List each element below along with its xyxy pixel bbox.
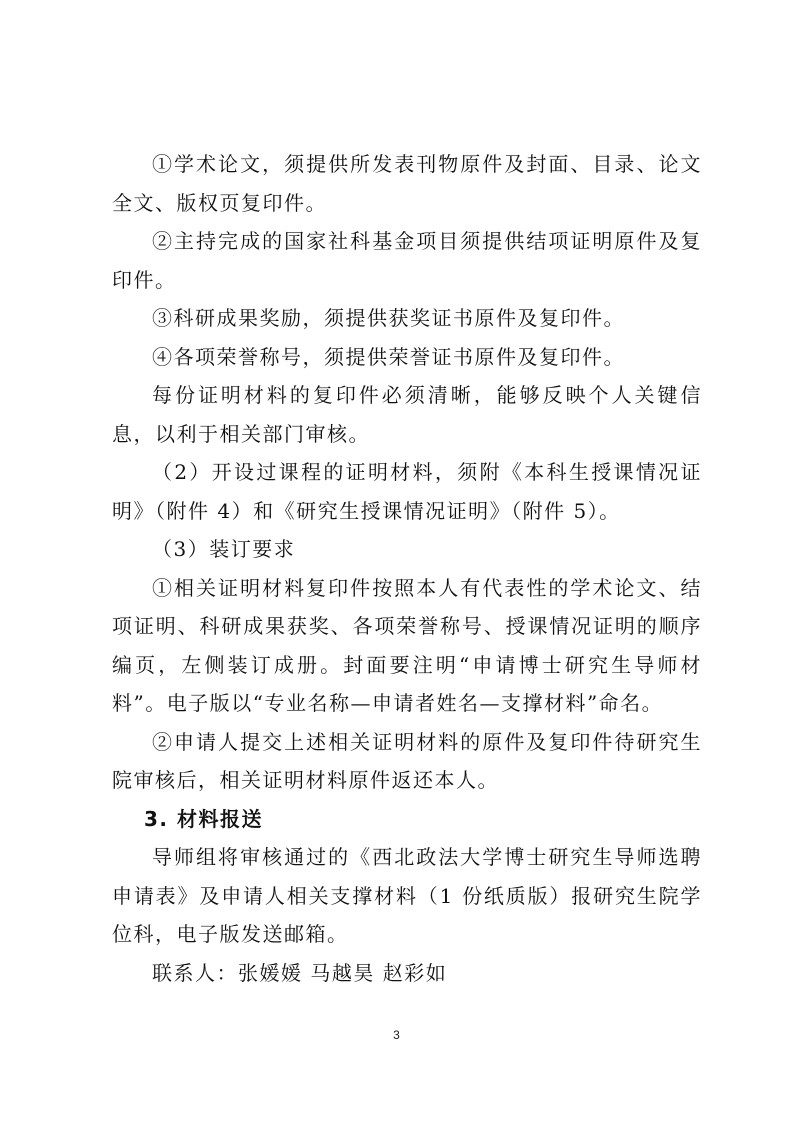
paragraph-course-proof: （2）开设过课程的证明材料，须附《本科生授课情况证明》（附件 4）和《研究生授课情况证明》（附件 5）。	[112, 460, 702, 523]
paragraph-contacts: 联系人：张媛媛 马越昊 赵彩如	[152, 960, 448, 985]
paragraph-academic-papers: ①学术论文，须提供所发表刊物原件及封面、目录、论文全文、版权页复印件。	[112, 152, 702, 215]
paragraph-binding-requirements: （3）装订要求	[152, 537, 296, 561]
paragraph-research-project: ②主持完成的国家社科基金项目须提供结项证明原件及复印件。	[112, 229, 702, 292]
paragraph-submission: 导师组将审核通过的《西北政法大学博士研究生导师选聘申请表》及申请人相关支撑材料（1 份纸质版）报研究生院学位科，电子版发送邮箱。	[112, 845, 702, 946]
page-number: 3	[393, 1028, 400, 1042]
paragraph-copy-clarity: 每份证明材料的复印件必须清晰，能够反映个人关键信息，以利于相关部门审核。	[112, 383, 702, 446]
paragraph-honorary-titles: ④各项荣誉称号，须提供荣誉证书原件及复印件。	[152, 344, 625, 369]
section-heading-submission: 3. 材料报送	[144, 806, 263, 831]
paragraph-research-awards: ③科研成果奖励，须提供获奖证书原件及复印件。	[152, 306, 625, 330]
paragraph-binding-order: ①相关证明材料复印件按照本人有代表性的学术论文、结项证明、科研成果获奖、各项荣誉称号、授课情况证明的顺序编页，左侧装订成册。封面要注明“申请博士研究生导师材料”。电子版以“专业名称—申请者姓名—支撑材料”命名。	[112, 575, 702, 715]
page-body	[112, 145, 702, 992]
paragraph-original-return: ②申请人提交上述相关证明材料的原件及复印件待研究生院审核后，相关证明材料原件返还本人。	[112, 729, 702, 792]
